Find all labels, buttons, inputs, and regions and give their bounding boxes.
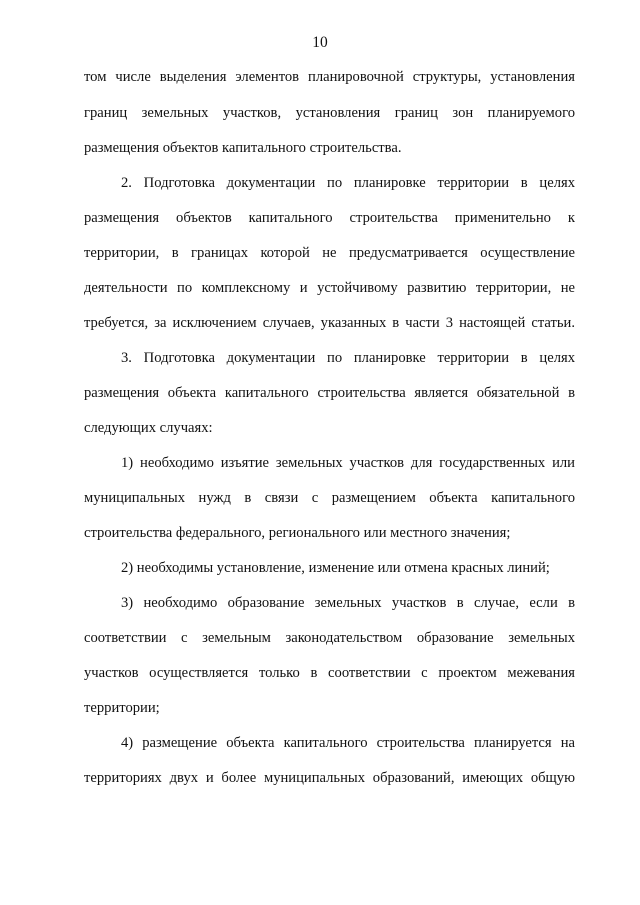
paragraph-first-line: 2. Подготовка документации по планировке территории в целях bbox=[121, 175, 575, 191]
page-number: 10 bbox=[312, 34, 328, 51]
text-line: размещения объектов капитального строительства. bbox=[84, 140, 402, 156]
list-item-first-line: 4) размещение объекта капитального строительства планируется на bbox=[121, 735, 575, 751]
text-line: размещения объекта капитального строительства является обязательной в bbox=[84, 385, 575, 401]
text-line: требуется, за исключением случаев, указанных в части 3 настоящей статьи. bbox=[84, 315, 575, 331]
text-line: территории; bbox=[84, 700, 160, 716]
list-item-first-line: 3) необходимо образование земельных участков в случае, если в bbox=[121, 595, 575, 611]
text-line: строительства федерального, регионального или местного значения; bbox=[84, 525, 511, 541]
paragraph-first-line: 3. Подготовка документации по планировке территории в целях bbox=[121, 350, 575, 366]
text-line: деятельности по комплексному и устойчивому развитию территории, не bbox=[84, 280, 575, 296]
text-line: том числе выделения элементов планировочной структуры, установления bbox=[84, 69, 575, 85]
text-line: границ земельных участков, установления границ зон планируемого bbox=[84, 105, 575, 121]
list-item-first-line: 1) необходимо изъятие земельных участков для государственных или bbox=[121, 455, 575, 471]
text-line: соответствии с земельным законодательством образование земельных bbox=[84, 630, 575, 646]
text-line: территориях двух и более муниципальных образований, имеющих общую bbox=[84, 770, 575, 786]
list-item-first-line: 2) необходимы установление, изменение или отмена красных линий; bbox=[121, 560, 550, 576]
text-line: размещения объектов капитального строительства применительно к bbox=[84, 210, 575, 226]
text-line: муниципальных нужд в связи с размещением объекта капитального bbox=[84, 490, 575, 506]
text-line: следующих случаях: bbox=[84, 420, 213, 436]
text-line: территории, в границах которой не предусматривается осуществление bbox=[84, 245, 575, 261]
text-line: участков осуществляется только в соответствии с проектом межевания bbox=[84, 665, 575, 681]
